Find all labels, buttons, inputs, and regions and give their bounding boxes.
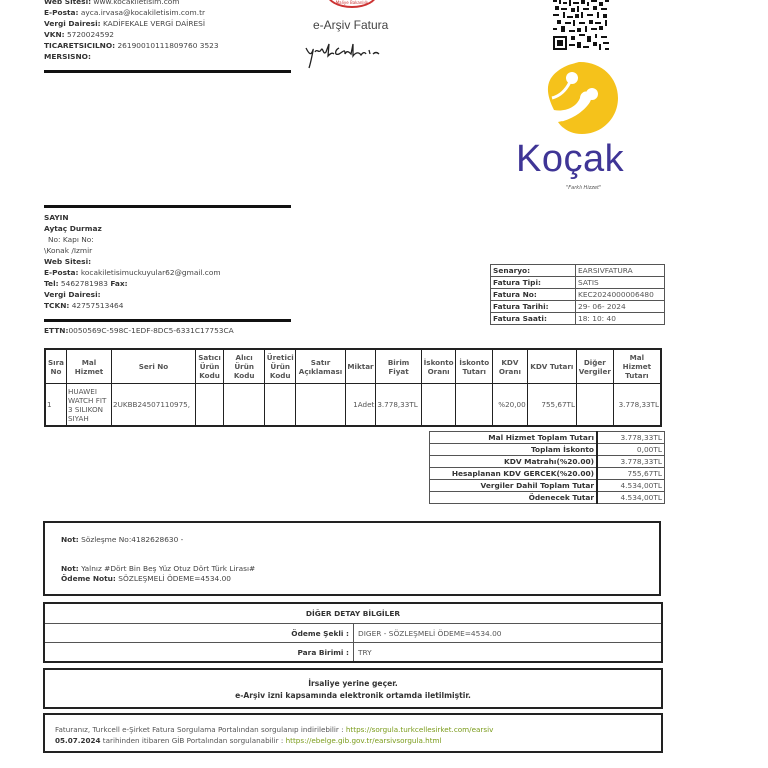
info-label: Senaryo:	[491, 265, 576, 277]
cell-product: HUAWEI WATCH FIT 3 SILIKON SIYAH	[66, 384, 111, 427]
col-header: Mal Hizmet	[66, 349, 111, 384]
divider	[44, 70, 291, 73]
totals-row	[430, 444, 665, 456]
total-label: Ödenecek Tutar	[430, 492, 598, 504]
totals-row	[430, 432, 665, 444]
total-value: 3.778,33TL	[597, 456, 665, 468]
cell-manufacturer-code	[265, 384, 296, 427]
info-row-number	[491, 289, 665, 301]
ettn	[44, 325, 234, 336]
col-header: Satır Açıklaması	[296, 349, 345, 384]
col-header: Üretici Ürün Kodu	[265, 349, 296, 384]
footer-box	[43, 713, 663, 753]
seller-email-value: ayca.irvasa@kocakiletisim.com.tr	[80, 8, 206, 17]
buyer-web-label: Web Sitesi:	[44, 257, 92, 266]
details-title: DİĞER DETAY BİLGİLER	[44, 603, 662, 624]
company-slogan: "Farklı Hizzet"	[566, 185, 602, 191]
waybill-line2: e-Arşiv izni kapsamında elektronik ortamda iletilmiştir.	[235, 691, 471, 700]
seller-info	[44, 0, 294, 62]
buyer-email-label: E-Posta:	[44, 268, 79, 277]
payment-note-label: Ödeme Notu:	[61, 574, 116, 583]
col-header: Miktar	[345, 349, 376, 384]
info-row-date	[491, 301, 665, 313]
ettn-value: 0050569C-598C-1EDF-8DC5-6331C17753CA	[68, 326, 234, 335]
col-header: Diğer Vergiler	[576, 349, 613, 384]
seller-trade-reg-value: 26190010111809760 3523	[117, 41, 219, 50]
info-value: EARSIVFATURA	[576, 265, 665, 277]
cell-buyer-code	[224, 384, 265, 427]
info-value: KEC2024000006480	[576, 289, 665, 301]
footer-line2-text: tarihinden itibaren GİB Portalından sorgulanabilir :	[102, 736, 284, 745]
total-label: KDV Matrahı(%20.00)	[430, 456, 598, 468]
cell-vat-amount: 755,67TL	[527, 384, 576, 427]
seller-vkn-label: VKN:	[44, 30, 65, 39]
details-label: Ödeme Şekli :	[44, 624, 354, 643]
company-logo-text: Koçak	[516, 138, 625, 180]
total-value: 3.778,33TL	[597, 432, 665, 444]
seller-vkn-value: 5720024592	[66, 30, 114, 39]
details-label: Para Birimi :	[44, 643, 354, 663]
buyer-address-line2: \Konak /Izmir	[44, 246, 93, 255]
info-row-type	[491, 277, 665, 289]
items-header-row	[45, 349, 661, 384]
signature-icon	[303, 40, 383, 74]
footer-line1-text: Faturanız, Turkcell e-Şirket Fatura Sorgulama Portalından sorgulanıp indirilebilir :	[55, 725, 344, 734]
seller-web-value: www.kocakiletisim.com	[93, 0, 180, 6]
notes-box	[43, 521, 661, 596]
buyer-fax-label: Fax:	[110, 279, 128, 288]
details-value: TRY	[354, 643, 663, 663]
totals-row	[430, 456, 665, 468]
seller-trade-reg-label: TICARETSICILNO:	[44, 41, 116, 50]
waybill-line1: İrsaliye yerine geçer.	[308, 679, 398, 688]
total-label: Hesaplanan KDV GERCEK(%20.00)	[430, 468, 598, 480]
buyer-tax-office-label: Vergi Dairesi:	[44, 290, 101, 299]
turkcell-query-link[interactable]: https://sorgula.turkcellesirket.com/earsiv	[345, 725, 494, 734]
info-value: 29- 06- 2024	[576, 301, 665, 313]
cell-discount-rate	[421, 384, 456, 427]
company-logo-icon	[540, 58, 620, 142]
cell-discount-amount	[456, 384, 493, 427]
totals-table	[429, 431, 665, 504]
note1-label: Not:	[61, 535, 79, 544]
info-label: Fatura Tipi:	[491, 277, 576, 289]
note2-value: Yalnız #Dört Bin Beş Yüz Otuz Dört Türk Lirası#	[81, 564, 256, 573]
buyer-tel-label: Tel:	[44, 279, 59, 288]
seal-text: Maliye Bakanlığı	[335, 0, 369, 5]
total-label: Mal Hizmet Toplam Tutarı	[430, 432, 598, 444]
other-details-table	[43, 602, 663, 663]
total-label: Toplam İskonto	[430, 444, 598, 456]
total-value: 4.534,00TL	[597, 480, 665, 492]
buyer-tckn-value: 42757513464	[71, 301, 124, 310]
footer-date: 05.07.2024	[55, 736, 101, 745]
seller-tax-office-label: Vergi Dairesi:	[44, 19, 101, 28]
cell-line-desc	[296, 384, 345, 427]
details-value: DIGER - SÖZLEŞMELİ ÖDEME=4534.00	[354, 624, 663, 643]
col-header: Sıra No	[45, 349, 66, 384]
col-header: Alıcı Ürün Kodu	[224, 349, 265, 384]
waybill-notice	[43, 668, 663, 709]
buyer-address-line1: No: Kapı No:	[48, 235, 94, 244]
totals-row	[430, 492, 665, 504]
info-value: 18: 10: 40	[576, 313, 665, 325]
divider	[44, 319, 291, 322]
cell-sira: 1	[45, 384, 66, 427]
col-header: Mal Hizmet Tutarı	[613, 349, 661, 384]
seller-email-label: E-Posta:	[44, 8, 79, 17]
gib-query-link[interactable]: https://ebelge.gib.gov.tr/earsivsorgula.html	[285, 736, 442, 745]
col-header: KDV Tutarı	[527, 349, 576, 384]
qr-code-icon	[553, 0, 609, 50]
col-header: İskonto Tutarı	[456, 349, 493, 384]
invoice-info-table	[490, 264, 665, 325]
total-value: 4.534,00TL	[597, 492, 665, 504]
totals-row	[430, 480, 665, 492]
cell-other-taxes	[576, 384, 613, 427]
buyer-email-value: kocakiletisimuckuyular62@gmail.com	[80, 268, 221, 277]
info-value: SATIS	[576, 277, 665, 289]
cell-serial: 2UKBB24507110975,	[112, 384, 196, 427]
cell-seller-code	[195, 384, 223, 427]
seller-mersis-label: MERSISNO:	[44, 52, 91, 61]
details-row-currency	[44, 643, 662, 663]
total-value: 0,00TL	[597, 444, 665, 456]
payment-note-value: SÖZLEŞMELİ ÖDEME=4534.00	[118, 574, 231, 583]
info-label: Fatura Tarihi:	[491, 301, 576, 313]
document-title: e-Arşiv Fatura	[313, 18, 389, 32]
cell-quantity: 1Adet	[345, 384, 376, 427]
items-table	[44, 348, 662, 427]
table-row	[45, 384, 661, 427]
total-value: 755,67TL	[597, 468, 665, 480]
note2-label: Not:	[61, 564, 79, 573]
cell-unit-price: 3.778,33TL	[376, 384, 422, 427]
buyer-tel-value: 5462781983	[60, 279, 108, 288]
cell-line-total: 3.778,33TL	[613, 384, 661, 427]
info-label: Fatura No:	[491, 289, 576, 301]
buyer-info	[44, 212, 294, 311]
col-header: KDV Oranı	[493, 349, 528, 384]
buyer-tckn-label: TCKN:	[44, 301, 70, 310]
cell-vat-rate: %20,00	[493, 384, 528, 427]
ettn-label: ETTN:	[44, 326, 69, 335]
col-header: Seri No	[112, 349, 196, 384]
info-label: Fatura Saati:	[491, 313, 576, 325]
seller-web-label: Web Sitesi:	[44, 0, 92, 6]
buyer-name: Aytaç Durmaz	[44, 224, 102, 233]
seller-tax-office-value: KADİFEKALE VERGİ DAİRESİ	[102, 19, 205, 28]
buyer-salutation: SAYIN	[44, 213, 69, 222]
col-header: Satıcı Ürün Kodu	[195, 349, 223, 384]
totals-row	[430, 468, 665, 480]
info-row-time	[491, 313, 665, 325]
divider	[44, 205, 291, 208]
info-row-scenario	[491, 265, 665, 277]
col-header: Birim Fiyat	[376, 349, 422, 384]
note1-value: Sözleşme No:4182628630 -	[81, 535, 184, 544]
total-label: Vergiler Dahil Toplam Tutar	[430, 480, 598, 492]
col-header: İskonto Oranı	[421, 349, 456, 384]
details-row-payment-method	[44, 624, 662, 643]
